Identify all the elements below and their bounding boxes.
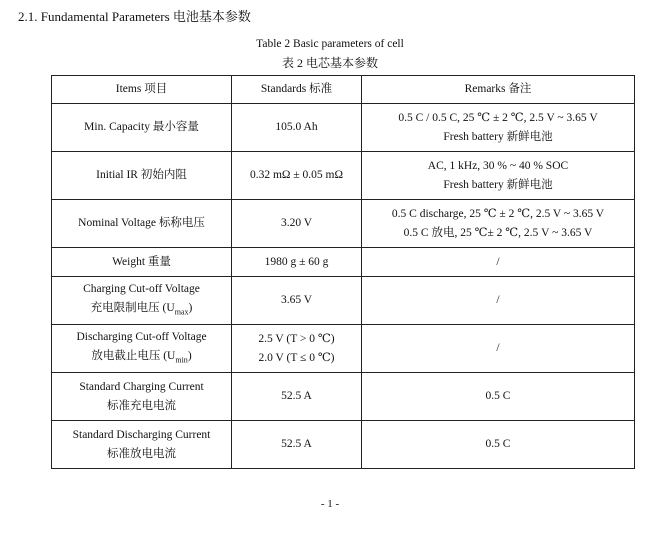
table-row: [52, 325, 635, 373]
item-cell: Discharging Cut-off Voltage 放电截止电压 $(U_{min})$: [52, 325, 232, 373]
page-number: - 1 -: [320, 498, 340, 510]
table-row: [52, 152, 635, 200]
header-items: Items 项目: [52, 76, 232, 104]
remarks-cell: 0.5 C: [362, 373, 635, 421]
item-cell: Charging Cut-off Voltage 充电限制电压 $(U_{max})$: [52, 277, 232, 325]
standard-cell: 3.20 V: [232, 200, 362, 248]
item-cell: Nominal Voltage 标称电压: [52, 200, 232, 248]
standard-cell: 2.5 V (T > 0 ℃) 2.0 V (T ≤ 0 ℃): [232, 325, 362, 373]
standard-cell: 3.65 V: [232, 277, 362, 325]
remarks-cell: 0.5 C / 0.5 C, 25 ℃ ± 2 ℃, 2.5 V ~ 3.65 V Fresh battery 新鲜电池: [362, 104, 635, 152]
item-cell: Min. Capacity 最小容量: [52, 104, 232, 152]
item-cell: Initial IR 初始内阻: [52, 152, 232, 200]
item-cell: Standard Charging Current 标准充电电流: [52, 373, 232, 421]
table-caption-en: Table 2 Basic parameters of cell: [256, 38, 404, 50]
remarks-cell: 0.5 C discharge, 25 ℃ ± 2 ℃, 2.5 V ~ 3.65 V 0.5 C 放电, 25 ℃± 2 ℃, 2.5 V ~ 3.65 V: [362, 200, 635, 248]
table-caption-zh: 表 2 电芯基本参数: [281, 56, 378, 70]
table-row: [52, 421, 635, 469]
standard-cell: 0.32 mΩ ± 0.05 mΩ: [232, 152, 362, 200]
standard-cell: 52.5 A: [232, 421, 362, 469]
table-row: [52, 373, 635, 421]
parameters-table: [51, 75, 635, 469]
table-row: [52, 104, 635, 152]
remarks-cell: AC, 1 kHz, 30 % ~ 40 % SOC Fresh battery 新鲜电池: [362, 152, 635, 200]
standard-cell: 1980 g ± 60 g: [232, 248, 362, 277]
standard-cell: 52.5 A: [232, 373, 362, 421]
header-remarks: Remarks 备注: [362, 76, 635, 104]
table-row: [52, 200, 635, 248]
table-row: [52, 277, 635, 325]
item-cell: Standard Discharging Current 标准放电电流: [52, 421, 232, 469]
remarks-cell: /: [362, 277, 635, 325]
header-standards: Standards 标准: [232, 76, 362, 104]
item-cell: Weight 重量: [52, 248, 232, 277]
table-row: [52, 248, 635, 277]
remarks-cell: /: [362, 325, 635, 373]
table-header-row: [52, 76, 635, 104]
remarks-cell: 0.5 C: [362, 421, 635, 469]
remarks-cell: /: [362, 248, 635, 277]
standard-cell: 105.0 Ah: [232, 104, 362, 152]
section-title: 2.1. Fundamental Parameters 电池基本参数: [18, 9, 251, 24]
